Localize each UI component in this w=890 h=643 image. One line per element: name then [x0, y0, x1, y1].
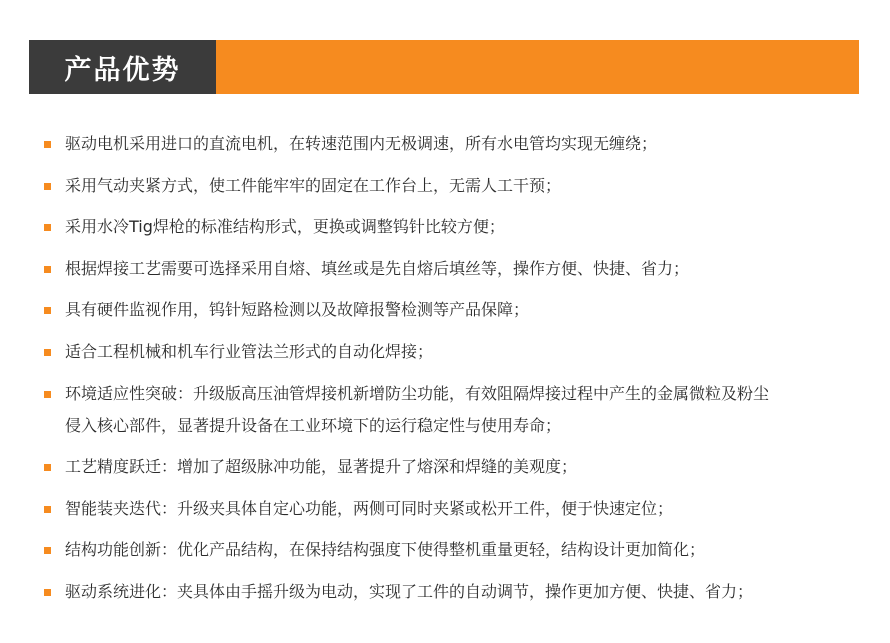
- bullet-square-icon: [44, 506, 51, 513]
- feature-text: 侵入核心部件，显著提升设备在工业环境下的运行稳定性与使用寿命；: [65, 415, 562, 435]
- bullet-square-icon: [44, 391, 51, 398]
- feature-text: 驱动电机采用进口的直流电机，在转速范围内无极调速，所有水电管均实现无缠绕；: [65, 134, 658, 153]
- feature-item: [43, 298, 863, 322]
- feature-text: 适合工程机械和机车行业管法兰形式的自动化焊接；: [65, 341, 434, 361]
- feature-text: 工艺精度跃迁：增加了超级脉冲功能，显著提升了熔深和焊缝的美观度；: [65, 457, 578, 477]
- feature-item: [43, 382, 863, 438]
- bullet-square-icon: [44, 464, 51, 471]
- bullet-square-icon: [44, 266, 51, 273]
- feature-item: [43, 132, 863, 156]
- feature-text: 环境适应性突破：升级版高压油管焊接机新增防尘功能，有效阻隔焊接过程中产生的金属微粒及粉尘: [65, 383, 770, 403]
- feature-text: 采用水冷Tig焊枪的标准结构形式，更换或调整钨针比较方便；: [65, 217, 505, 237]
- feature-text: 智能装夹迭代：升级夹具体自定心功能，两侧可同时夹紧或松开工件，便于快速定位；: [65, 498, 674, 518]
- section-title: 产品优势: [64, 54, 181, 86]
- feature-item: [43, 340, 863, 364]
- section-title-box: [29, 40, 216, 94]
- feature-item: [43, 257, 863, 281]
- bullet-square-icon: [44, 589, 51, 596]
- feature-list: [43, 132, 863, 622]
- feature-item: [43, 174, 863, 198]
- feature-item: [43, 215, 863, 239]
- bullet-square-icon: [44, 183, 51, 190]
- feature-item: [43, 580, 863, 604]
- feature-text: 具有硬件监视作用，钨针短路检测以及故障报警检测等产品保障；: [65, 300, 530, 320]
- bullet-square-icon: [44, 547, 51, 554]
- bullet-square-icon: [44, 141, 51, 148]
- bullet-square-icon: [44, 307, 51, 314]
- section-header-bar: [29, 40, 859, 94]
- bullet-square-icon: [44, 349, 51, 356]
- feature-text: 驱动系统进化：夹具体由手摇升级为电动，实现了工件的自动调节，操作更加方便、快捷、省力；: [65, 581, 754, 601]
- feature-item: [43, 538, 863, 562]
- feature-item: [43, 497, 863, 521]
- bullet-square-icon: [44, 224, 51, 231]
- feature-text: 根据焊接工艺需要可选择采用自熔、填丝或是先自熔后填丝等，操作方便、快捷、省力；: [65, 258, 690, 278]
- feature-text: 采用气动夹紧方式，使工件能牢牢的固定在工作台上，无需人工干预；: [65, 175, 562, 195]
- feature-item: [43, 455, 863, 479]
- feature-text: 结构功能创新：优化产品结构，在保持结构强度下使得整机重量更轻，结构设计更加简化；: [65, 540, 706, 560]
